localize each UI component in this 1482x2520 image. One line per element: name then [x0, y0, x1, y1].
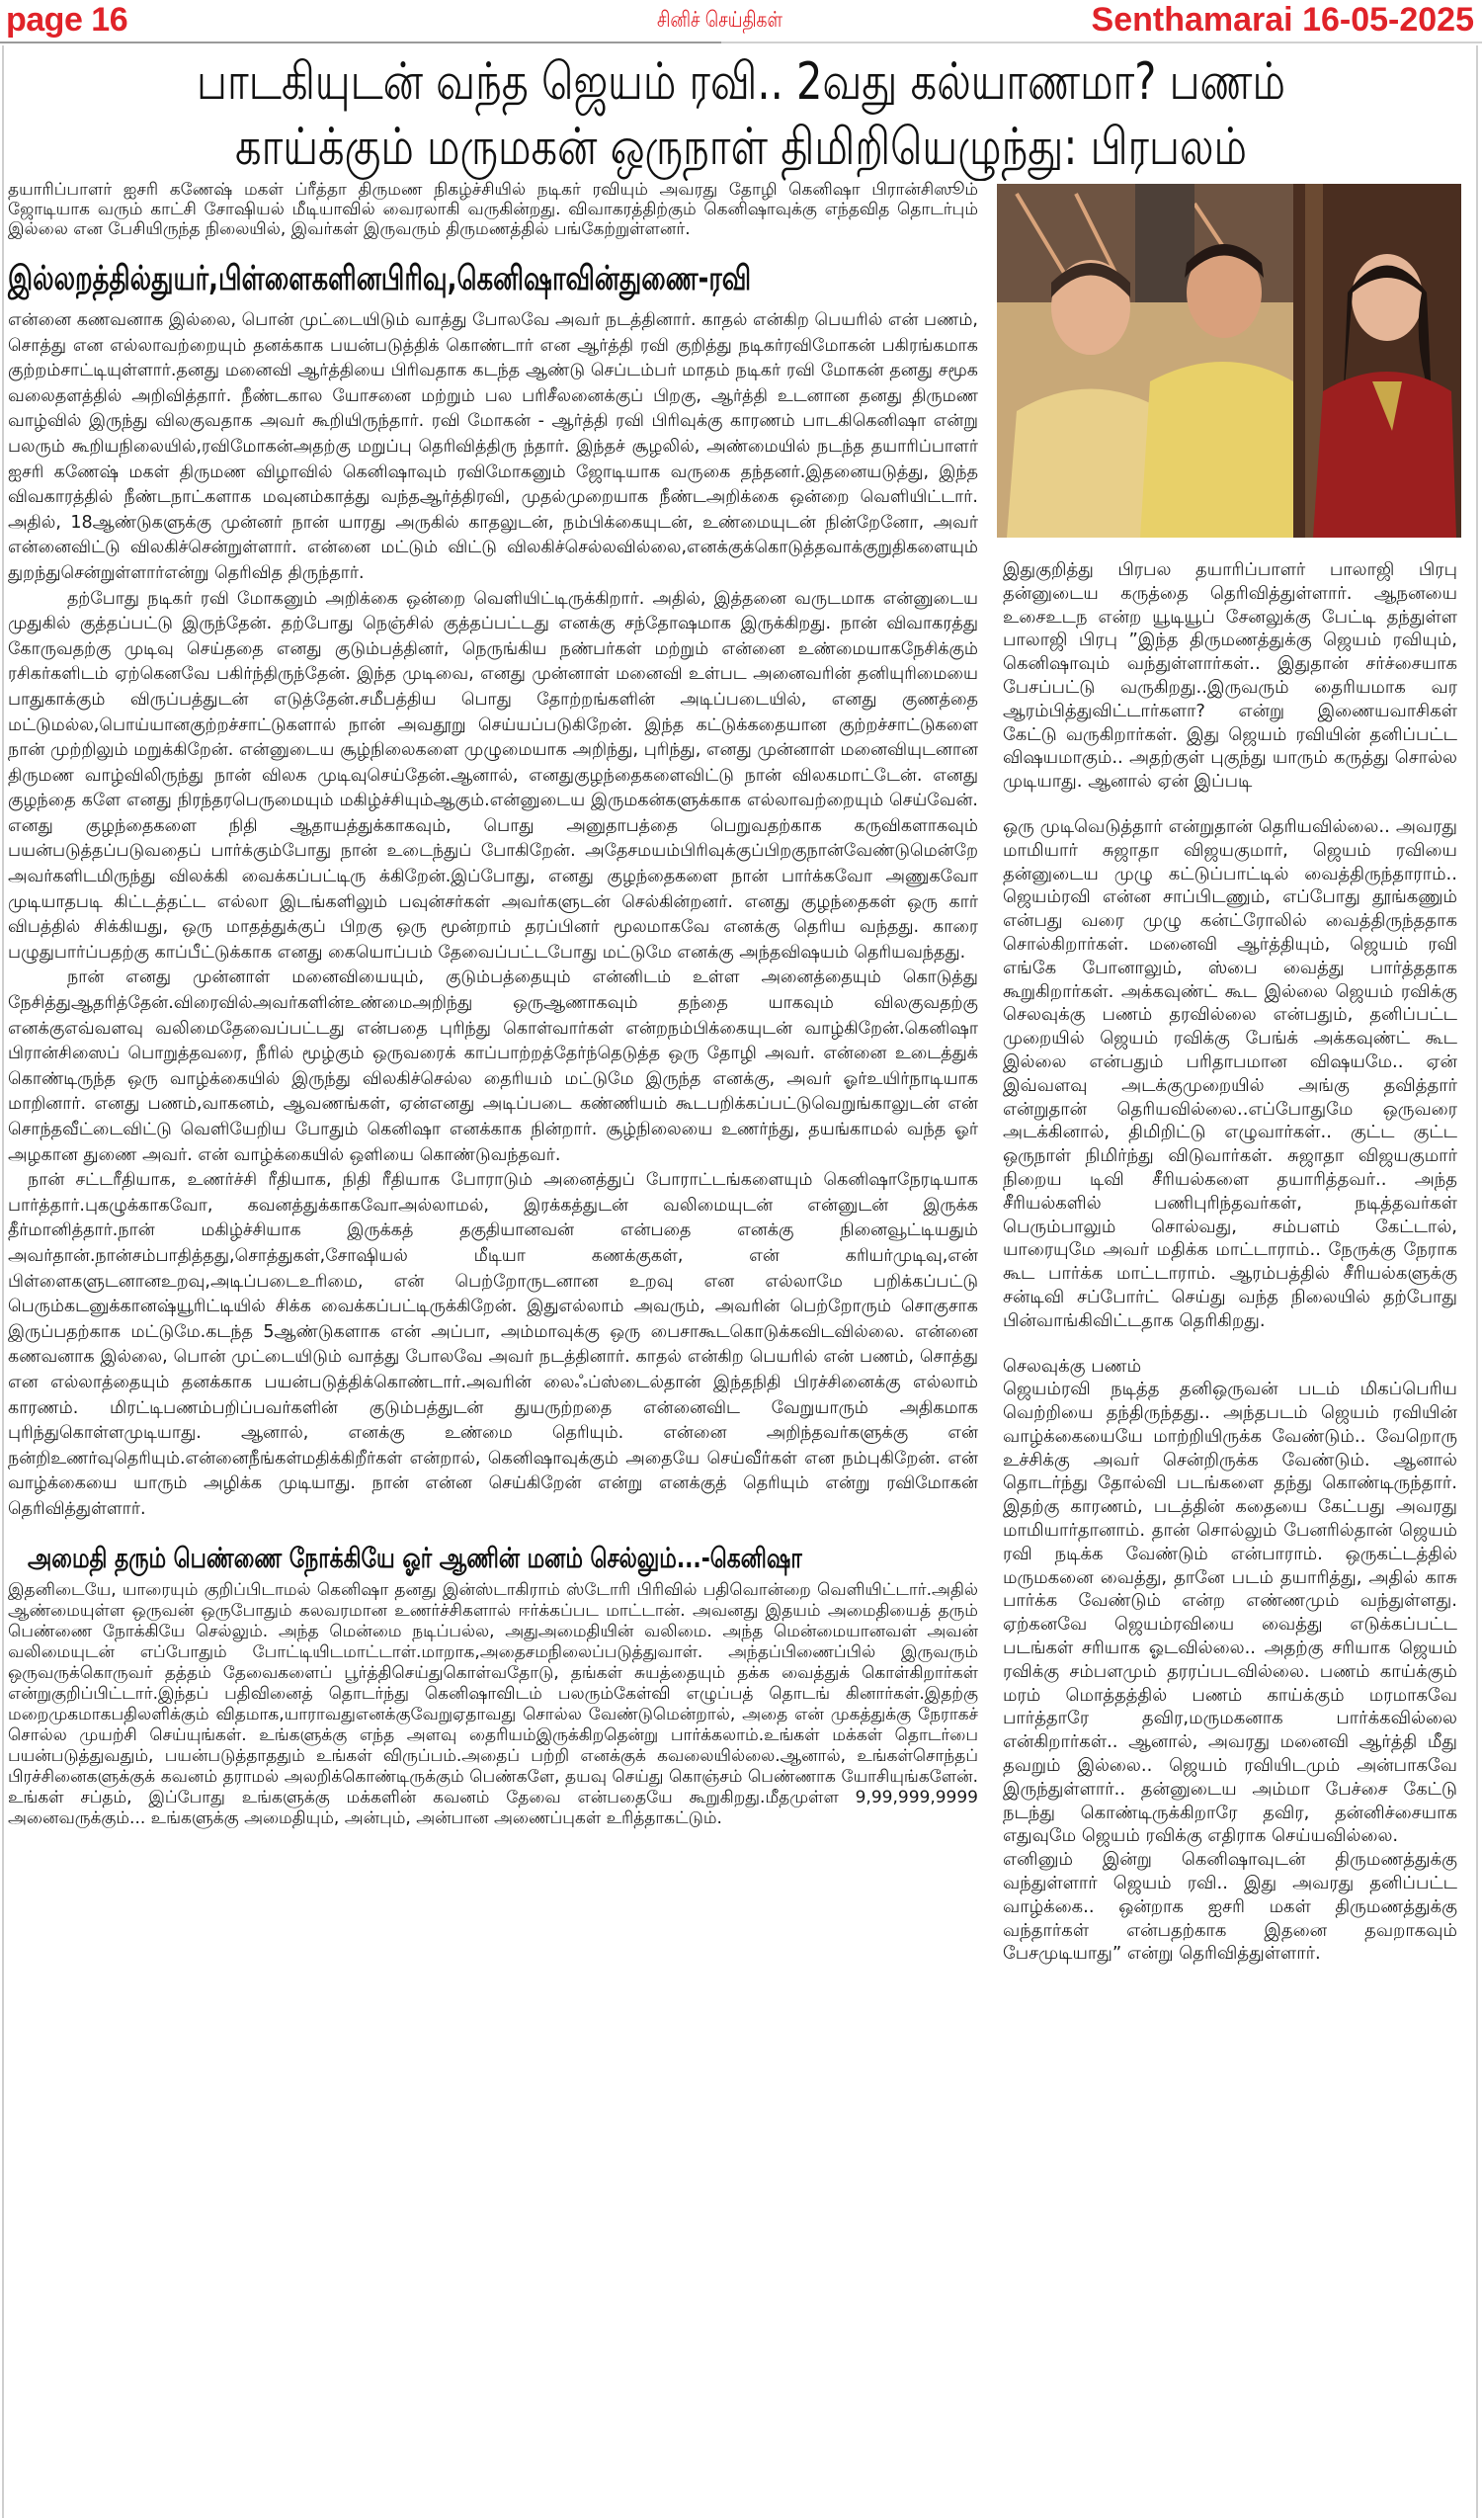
subheading-2: அமைதி தரும் பெண்ணை நோக்கியே ஓர் ஆணின் மனம் செல்லும்...-கெனிஷா [28, 1541, 802, 1574]
body-paragraph: தற்போது நடிகர் ரவி மோகனும் அறிக்கை ஒன்றை வெளியிட்டிருக்கிறார். அதில், இத்தனை வருடமாக என்னுடைய முதுகில் குத்தப்பட்டு இருந்தேன். தற்போது நெஞ்சில் குத்தப்பட்டது எனக்கு சந்தோஷமாக இருக்கிறது. நான் விவாகரத்து கோருவதற்கு முடிவு செய்ததை எனது குடும்பத்தினர், நெருங்கிய நண்பர்கள் மற்றும் என்னை உண்மையாகநேசிக்கும் ரசிகர்களிடம் ஏற்கெனவே பகிர்ந்திருந்தேன். இந்த முடிவை, எனது முன்னாள் மனைவி உள்பட அனைவரின் தனியுரிமையை பாதுகாக்கும் விருப்பத்துடன் எடுத்தேன்.சமீபத்திய பொது தோற்றங்களின் அடிப்படையில், எனது குணத்தை மட்டுமல்ல,பொய்யானகுற்றச்சாட்டுகளால் நான் அவதூறு செய்யப்படுகிறேன். இந்த கட்டுக்கதையான குற்றச்சாட்டுகளை நான் முற்றிலும் மறுக்கிறேன். என்னுடைய சூழ்நிலைகளை முழுமையாக அறிந்து, புரிந்து, எனது முன்னாள் மனைவியுடனான திருமண வாழ்விலிருந்து நான் விலக முடிவுசெய்தேன்.ஆனால், எனதுகுழந்தைகளைவிட்டு நான் விலகமாட்டேன். எனது குழந்தை களே எனது நிரந்தரபெருமையும் மகிழ்ச்சியும்ஆகும்.என்னுடைய இருமகன்களுக்காக எல்லாவற்றையும் செய்வேன். எனது குழந்தைகளை நிதி ஆதாயத்துக்காகவும், பொது அனுதாபத்தை பெறுவதற்காக கருவிகளாகவும் பயன்படுத்தப்படுவதைப் பார்க்கும்போது நான் உடைந்துப் போகிறேன். அதேசமயம்பிரிவுக்குப்பிறகுநான்வேண்டுமென்றே அவர்களிடமிருந்து விலக்கி வைக்கப்பட்டிரு க்கிறேன்.இப்போது, எனது குழந்தைகளை நான் பார்க்கவோ அணுகவோ முடியாதபடி கிட்டத்தட்ட எல்லா இடங்களிலும் பவுன்சர்கள் அவர்களுடன் செல்கின்றனர். எனது குழந்தைகள் ஒரு கார் விபத்தில் சிக்கியது, ஒரு மாதத்துக்குப் பிறகு ஒரு மூன்றாம் தரப்பினர் மூலமாகவே எனக்கு தெரிய வந்தது. காரை பழுதுபார்ப்பதற்கு காப்பீட்டுக்காக எனது கையொப்பம் தேவைப்பட்டபோது மட்டுமே எனக்கு அந்தவிஷயம் தெரியவந்தது. [8, 588, 978, 963]
intro-paragraph: தயாரிப்பாளர் ஐசரி கணேஷ் மகள் ப்ரீத்தா திருமண நிகழ்ச்சியில் நடிகர் ரவியும் அவரது தோழி கெனிஷா பிரான்சிஸூம் ஜோடியாக வரும் காட்சி சோஷியல் மீடியாவில் வைரலாகி வருகின்றது. விவாகரத்திற்கும் கெனிஷாவுக்கு எந்தவித தொடர்பும் இல்லை என பேசியிருந்த நிலையில், இவர்கள் இருவரும் திருமணத்தில் பங்கேற்றுள்ளனர். [8, 180, 978, 239]
body-paragraph: என்னை கணவனாக இல்லை, பொன் முட்டையிடும் வாத்து போலவே அவர் நடத்தினார். காதல் என்கிற பெயரில் என் பணம், சொத்து என எல்லாவற்றையும் தனக்காக பயன்படுத்திக் கொண்டார் என ஆர்த்தி ரவி குறித்து நடிகர்ரவிமோகன் பகிரங்கமாக குற்றம்சாட்டியுள்ளார்.தனது மனைவி ஆர்த்தியை பிரிவதாக கடந்த ஆண்டு செப்டம்பர் மாதம் நடிகர் ரவி மோகன் தனது சமூக வலைதளத்தில் அறிவித்தார். நீண்டகால யோசனை மற்றும் பல பரிசீலனைக்குப் பிறகு, ஆர்த்தி உடனான தனது திருமண வாழ்வில் இருந்து விலகுவதாக அவர் கூறியிருந்தார். ரவி மோகன் - ஆர்த்தி ரவி பிரிவுக்கு காரணம் பாடகிகெனிஷா என்று பலரும் கூறியநிலையில்,ரவிமோகன்அதற்கு மறுப்பு தெரிவித்திரு ந்தார். இந்தச் சூழலில், அண்மையில் நடந்த தயாரிப்பாளர் ஐசரி கணேஷ் மகள் திருமண விழாவில் கெனிஷாவும் ரவிமோகனும் ஜோடியாக வருகை தந்தனர்.இதனையடுத்து, இந்த விவகாரத்தில் நீண்டநாட்களாக மவுனம்காத்து வந்தஆர்த்திரவி, முதல்முறையாக நீண்டஅறிக்கை ஒன்றை வெளியிட்டார். அதில், 18ஆண்டுகளுக்கு முன்னர் நான் யாரது அருகில் காதலுடன், நம்பிக்கையுடன், உண்மையுடன் நின்றேனோ, அவர் என்னைவிட்டு விலகிச்சென்றுள்ளார். என்னை மட்டும் விட்டு விலகிச்செல்லவில்லை,எனக்குக்கொடுத்தவாக்குறுதிகளையும் துறந்துசென்றுள்ளார்என்று தெரிவித திருந்தார். [8, 310, 978, 583]
subheading-1: இல்லறத்தில்துயர்,பிள்ளைகளினபிரிவு,கெனிஷாவின்துணை-ரவி [8, 259, 752, 298]
newspaper-name-date: Senthamarai 16-05-2025 [1091, 1, 1474, 39]
section-title: சினிச் செய்திகள் [657, 8, 783, 33]
body-paragraph: இதனிடையே, யாரையும் குறிப்பிடாமல் கெனிஷா தனது இன்ஸ்டாகிராம் ஸ்டோரி பிரிவில் பதிவொன்றை வெளியிட்டார்.அதில் ஆண்மையுள்ள ஒருவன் ஒருபோதும் கலவரமான உணர்ச்சிகளால் ஈர்க்கப்பட மாட்டான். அவனது இதயம் அமைதியைத் தரும் பெண்ணை நோக்கியே செல்லும். அந்த மென்மை நடிப்பல்ல, அதுஅமைதியின் வலிமை. அந்த மென்மையானவள் அவன் வலிமையுடன் எப்போதும் போட்டியிடமாட்டாள்.மாறாக,அதைசமநிலைப்படுத்துவாள். அந்தப்பிணைப்பில் இருவரும் ஒருவருக்கொருவர் தத்தம் தேவைகளைப் பூர்த்திசெய்துகொள்வதோடு, தங்கள் சுயத்தையும் தக்க வைத்துக் கொள்கிறார்கள் என்றுகுறிப்பிட்டார்.இந்தப் பதிவினைத் தொடர்ந்து கெனிஷாவிடம் பலரும்கேள்வி எழுப்பத் தொடங் கினார்கள்.இதற்கு மறைமுகமாகபதிலளிக்கும் விதமாக,யாராவதுஎனக்குவேறுஏதாவது சொல்ல வேண்டுமென்றால், அதை என் முகத்துக்கு நேராகச் சொல்ல முயற்சி செய்யுங்கள். உங்களுக்கு எந்த அளவு தைரியம்இருக்கிறதென்று பார்க்கலாம்.உங்கள் மக்கள் தொடர்பை பயன்படுத்துவதும், பயன்படுத்தாததும் உங்கள் விருப்பம்.அதைப் பற்றி எனக்குக் கவலையில்லை.ஆனால், உங்கள்சொந்தப் பிரச்சினைகளுக்குக் கவனம் தராமல் அலறிக்கொண்டிருக்கும் பெண்களே, தயவு செய்து கொஞ்சம் பெண்ணாக யோசியுங்களேன். உங்கள் சப்தம், இப்போது உங்களுக்கு மக்களின் கவனம் தேவை என்பதையே கூறுகிறது.மீதமுள்ள 9,99,999,9999 அனைவருக்கும்... உங்களுக்கு அமைதியும், அன்பும், அன்பான அணைப்புகள் உரித்தாகட்டும். [8, 1579, 978, 1828]
body-paragraph: நான் சட்டரீதியாக, உணர்ச்சி ரீதியாக, நிதி ரீதியாக போராடும் அனைத்துப் போராட்டங்களையும் கெனிஷாநேரடியாக பார்த்தார்.புகழுக்காகவோ, கவனத்துக்காகவோஅல்லாமல், இரக்கத்துடன் வலிமையுடன் என்னுடன் இருக்க தீர்மானித்தார்.நான் மகிழ்ச்சியாக இருக்கத் தகுதியானவன் என்பதை எனக்கு நினைவூட்டியதும் அவர்தான்.நான்சம்பாதித்தது,சொத்துகள்,சோஷியல் மீடியா கணக்குகள், என் கரியர்முடிவு,என் பிள்ளைகளுடனானஉறவு,அடிப்படைஉரிமை, என் பெற்றோருடனான உறவு என எல்லாமே பறிக்கப்பட்டு பெரும்கடனுக்கானஷ்யூரிட்டியில் சிக்க வைக்கப்பட்டிருக்கிறேன். இதுஎல்லாம் அவரும், அவரின் பெற்றோரும் சொகுசாக இருப்பதற்காக மட்டுமே.கடந்த 5ஆண்டுகளாக என் அப்பா, அம்மாவுக்கு ஒரு பைசாகூடகொடுக்கவிடவில்லை. என்னை கணவனாக இல்லை, பொன் முட்டையிடும் வாத்து போலவே அவர் நடத்தினார். காதல் என்கிற பெயரில் என் பணம், சொத்து என எல்லாத்தையும் தனக்காக பயன்படுத்திக்கொண்டார்.அவரின் லைஃப்ஸ்டைல்தான் இந்தநிதி பிரச்சினைக்கு எல்லாம் காரணம். மிரட்டிபணம்பறிப்பவர்களின் குடும்பத்துடன் துயருற்றதை என்னைவிட வேறுயாரும் அதிகமாக புரிந்துகொள்ளமுடியாது. ஆனால், எனக்கு உண்மை தெரியும். என்னை அறிந்தவர்களுக்கு என் நன்றிஉணர்வுதெரியும்.என்னைநீங்கள்மதிக்கிறீர்கள் என்றால், கெனிஷாவுக்கும் அதையே செய்வீர்கள் என நம்புகிறேன். என் வாழ்க்கையை யாரும் அழிக்க முடியாது. நான் என்ன செய்கிறேன் என்று எனக்குத் தெரியும் என்று ரவிமோகன் தெரிவித்துள்ளார். [8, 1170, 978, 1519]
side-paragraph: இதுகுறித்து பிரபல தயாரிப்பாளர் பாலாஜி பிரபு தன்னுடைய கருத்தை தெரிவித்துள்ளார். ஆநனயை உசைஉடந என்ற யூடியூப் சேனலுக்கு பேட்டி தந்துள்ள பாலாஜி பிரபு ”இந்த திருமணத்துக்கு ஜெயம் ரவியும், கெனிஷாவும் வந்துள்ளார்கள்.. இதுதான் சர்ச்சையாக பேசப்பட்டு வருகிறது..இருவரும் தைரியமாக வர ஆரம்பித்துவிட்டார்களா? என்று இணையவாசிகள் கேட்டு வருகிறார்கள். இது ஜெயம் ரவியின் தனிப்பட்ட விஷயமாகும்.. அதற்குள் புகுந்து யாரும் கருத்து சொல்ல முடியாது. ஆனால் ஏன் இப்படி [1003, 559, 1457, 793]
main-column [8, 180, 978, 1829]
side-column [1003, 558, 1457, 1966]
side-paragraph: ஜெயம்ரவி நடித்த தனிஒருவன் படம் மிகப்பெரிய வெற்றியை தந்திருந்தது.. அந்தபடம் ஜெயம் ரவியின் வாழ்க்கையையே மாற்றியிருக்க வேண்டும்.. வேறொரு உச்சிக்கு அவர் சென்றிருக்க வேண்டும். ஆனால் தொடர்ந்து தோல்வி படங்களை தந்து கொண்டிருந்தார். இதற்கு காரணம், படத்தின் கதையை கேட்பது அவரது மாமியார்தானாம். தான் சொல்லும் பேனரில்தான் ஜெயம் ரவி நடிக்க வேண்டும் என்பாராம். ஒருகட்டத்தில் மருமகனை வைத்து, தானே படம் தயாரித்து, அதில் காசு பார்க்க வேண்டும் என்ற எண்ணமும் வந்துள்ளது. ஏற்கனவே ஜெயம்ரவியை வைத்து எடுக்கப்பட்ட படங்கள் சரியாக ஓடவில்லை.. அதற்கு சரியாக ஜெயம் ரவிக்கு சம்பளமும் தரரப்படவில்லை. பணம் காய்க்கும் மரம் மொத்தத்தில் பணம் காய்க்கும் மரமாகவே பார்த்தாரே தவிர,மருமகனாக பார்க்கவில்லை என்கிறார்கள்.. ஆனால், அவரது மனைவி ஆர்த்தி மீது தவறும் இல்லை.. ஜெயம் ரவியிடமும் அன்பாகவே இருந்துள்ளார்.. தன்னுடைய அம்மா பேச்சை கேட்டு நடந்து கொண்டிருக்கிறாரே தவிர, தன்னிச்சையாக எதுவுமே ஜெயம் ரவிக்கு எதிராக செய்யவில்லை. [1003, 1379, 1457, 1847]
side-paragraph: எனினும் இன்று கெனிஷாவுடன் திருமணத்துக்கு வந்துள்ளார் ஜெயம் ரவி.. இது அவரது தனிப்பட்ட வாழ்க்கை.. ஒன்றாக ஐசரி மகள் திருமணத்துக்கு வந்தார்கள் என்பதற்காக இதனை தவறாகவும் பேசமுடியாது” என்று தெரிவித்துள்ளார். [1003, 1849, 1457, 1965]
photo-illustration [997, 184, 1461, 538]
headline-line-1: பாடகியுடன் வந்த ஜெயம் ரவி.. 2வது கல்யாணமா? பணம் [197, 52, 1285, 112]
side-paragraph: ஒரு முடிவெடுத்தார் என்றுதான் தெரியவில்லை.. அவரது மாமியார் சுஜாதா விஜயகுமார், ஜெயம் ரவியை தன்னுடைய முழு கட்டுப்பாட்டில் வைத்திருந்தாராம்.. ஜெயம்ரவி என்ன சாப்பிடணும், எப்போது தூங்கணும் என்பது வரை முழு கன்ட்ரோலில் வைத்திருந்ததாக சொல்கிறார்கள். மனைவி ஆர்த்தியும், ஜெயம் ரவி எங்கே போனாலும், ஸ்பை வைத்து பார்த்ததாக கூறுகிறார்கள். அக்கவுண்ட் கூட இல்லை ஜெயம் ரவிக்கு செலவுக்கு பணம் தரவில்லை என்பதும், தனிப்பட்ட முறையில் ஜெயம் ரவிக்கு பேங்க் அக்கவுண்ட் கூட இல்லை என்பதும் பரிதாபமான விஷயமே.. ஏன் இவ்வளவு அடக்குமுறையில் அங்கு தவித்தார் என்றுதான் தெரியவில்லை..எப்போதுமே ஒருவரை அடக்கினால், திமிறிட்டு எழுவார்கள்.. குட்ட குட்ட ஒருநாள் நிமிர்ந்து விடுவார்கள். சுஜாதா விஜயகுமார் நிறைய டிவி சீரியல்களை தயாரித்தவர்.. அந்த சீரியல்களில் பணிபுரிந்தவர்கள், நடித்தவர்கள் பெரும்பாலும் சொல்வது, சம்பளம் கேட்டால், யாரையுமே அவர் மதிக்க மாட்டாராம்.. நேருக்கு நேராக கூட பார்க்க மாட்டாராம். ஆரம்பத்தில் சீரியல்களுக்கு சன்டிவி சப்போர்ட் செய்து வந்த நிலையில் தற்போது பின்வாங்கிவிட்டதாக தெரிகிறது. [1003, 815, 1457, 1331]
page-number: page 16 [6, 1, 128, 39]
masthead-divider [0, 42, 1482, 43]
body-paragraph: நான் எனது முன்னாள் மனைவியையும், குடும்பத்தையும் என்னிடம் உள்ள அனைத்தையும் கொடுத்து நேசித்துஆதரித்தேன்.விரைவில்அவர்களின்உண்மைஅறிந்து ஒருஆணாகவும் தந்தை யாகவும் விலகுவதற்கு எனக்குஎவ்வளவு வலிமைதேவைப்பட்டது என்பதை புரிந்து கொள்வார்கள் என்றநம்பிக்கையுடன் வாழ்கிறேன்.கெனிஷா பிரான்சிஸைப் பொறுத்தவரை, நீரில் மூழ்கும் ஒருவரைக் காப்பாற்றத்தேர்ந்தெடுத்த ஒரு தோழி அவர். என்னை உடைத்துக் கொண்டிருந்த ஒரு வாழ்க்கையில் இருந்து விலகிச்செல்ல தைரியம் மட்டுமே இருந்த எனக்கு, அவர் ஓர்உயிர்நாடியாக மாறினார். எனது பணம்,வாகனம், ஆவணங்கள், ஏன்எனது அடிப்படை கண்ணியம் கூடபறிக்கப்பட்டுவெறுங்காலுடன் என் சொந்தவீட்டைவிட்டு வெளியேறிய போதும் கெனிஷா எனக்காக நின்றார். சூழ்நிலையை உணர்ந்து, தயங்காமல் வந்த ஓர் அழகான துணை அவர். என் வாழ்க்கையில் ஒளியை கொண்டுவந்தவர். [8, 967, 978, 1165]
masthead [0, 0, 1482, 43]
headline-line-2: காய்க்கும் மருமகன் ஒருநாள் திமிறியெழுந்து: பிரபலம் [234, 118, 1248, 177]
article-headline [180, 49, 1302, 180]
article-photo [997, 184, 1461, 538]
side-subheading: செலவுக்கு பணம் [1003, 1355, 1142, 1377]
